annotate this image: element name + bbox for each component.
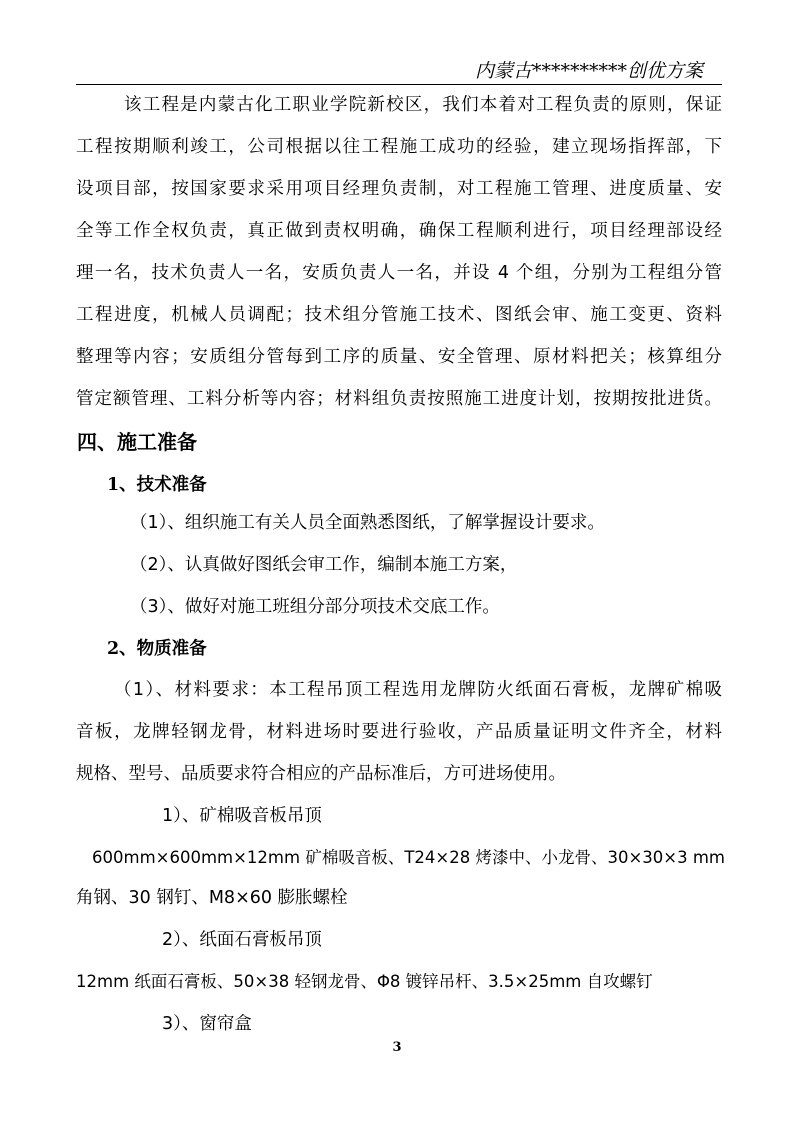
sub-item-line: 600mm×600mm×12mm 矿棉吸音板、T24×28 烤漆中、小龙骨、30×30×3 mm [92, 848, 725, 867]
intro-line: 整理等内容；安质组分管每到工序的质量、安全管理、原材料把关；核算组分 [76, 347, 722, 367]
header-divider [76, 84, 722, 85]
tech-item: （2）、认真做好图纸会审工作，编制本施工方案， [130, 555, 518, 575]
sub-item-title: 1）、矿棉吸音板吊顶 [162, 806, 322, 826]
intro-line: 该工程是内蒙古化工职业学院新校区，我们本着对工程负责的原则，保证 [124, 95, 722, 115]
page-number: 3 [392, 1040, 402, 1055]
sub-item-title: 3）、窗帘盒 [162, 1014, 252, 1034]
material-line: （1）、材料要求：本工程吊顶工程选用龙牌防火纸面石膏板，龙牌矿棉吸 [114, 680, 722, 700]
intro-line: 设项目部，按国家要求采用项目经理负责制，对工程施工管理、进度质量、安 [76, 179, 722, 199]
material-line: 规格、型号、品质要求符合相应的产品标准后，方可进场使用。 [76, 764, 566, 784]
intro-line: 工程按期顺利竣工，公司根据以往工程施工成功的经验，建立现场指挥部，下 [76, 137, 722, 157]
intro-line: 全等工作全权负责，真正做到责权明确，确保工程顺利进行，项目经理部设经 [76, 221, 722, 241]
subsection-heading-tech: 1、技术准备 [107, 475, 207, 495]
intro-line: 工程进度，机械人员调配；技术组分管施工技术、图纸会审、施工变更、资料 [76, 305, 722, 325]
intro-line: 理一名，技术负责人一名，安质负责人一名，并设 4 个组，分别为工程组分管 [76, 263, 722, 283]
header-title: 内蒙古**********创优方案 [474, 60, 703, 82]
section-heading: 四、施工准备 [77, 430, 197, 454]
sub-item-line: 12mm 纸面石膏板、50×38 轻钢龙骨、Φ8 镀锌吊杆、3.5×25mm 自攻螺钉 [76, 972, 653, 991]
material-line: 音板，龙牌轻钢龙骨，材料进场时要进行验收，产品质量证明文件齐全，材料 [76, 722, 722, 742]
tech-item: （3）、做好对施工班组分部分项技术交底工作。 [130, 597, 500, 617]
intro-line: 管定额管理、工料分析等内容；材料组负责按照施工进度计划，按期按批进货。 [76, 389, 722, 409]
sub-item-title: 2）、纸面石膏板吊顶 [162, 930, 322, 950]
sub-item-line: 角钢、30 钢钉、M8×60 膨胀螺栓 [76, 888, 348, 908]
tech-item: （1）、组织施工有关人员全面熟悉图纸，了解掌握设计要求。 [130, 513, 605, 533]
subsection-heading-material: 2、物质准备 [107, 639, 207, 659]
